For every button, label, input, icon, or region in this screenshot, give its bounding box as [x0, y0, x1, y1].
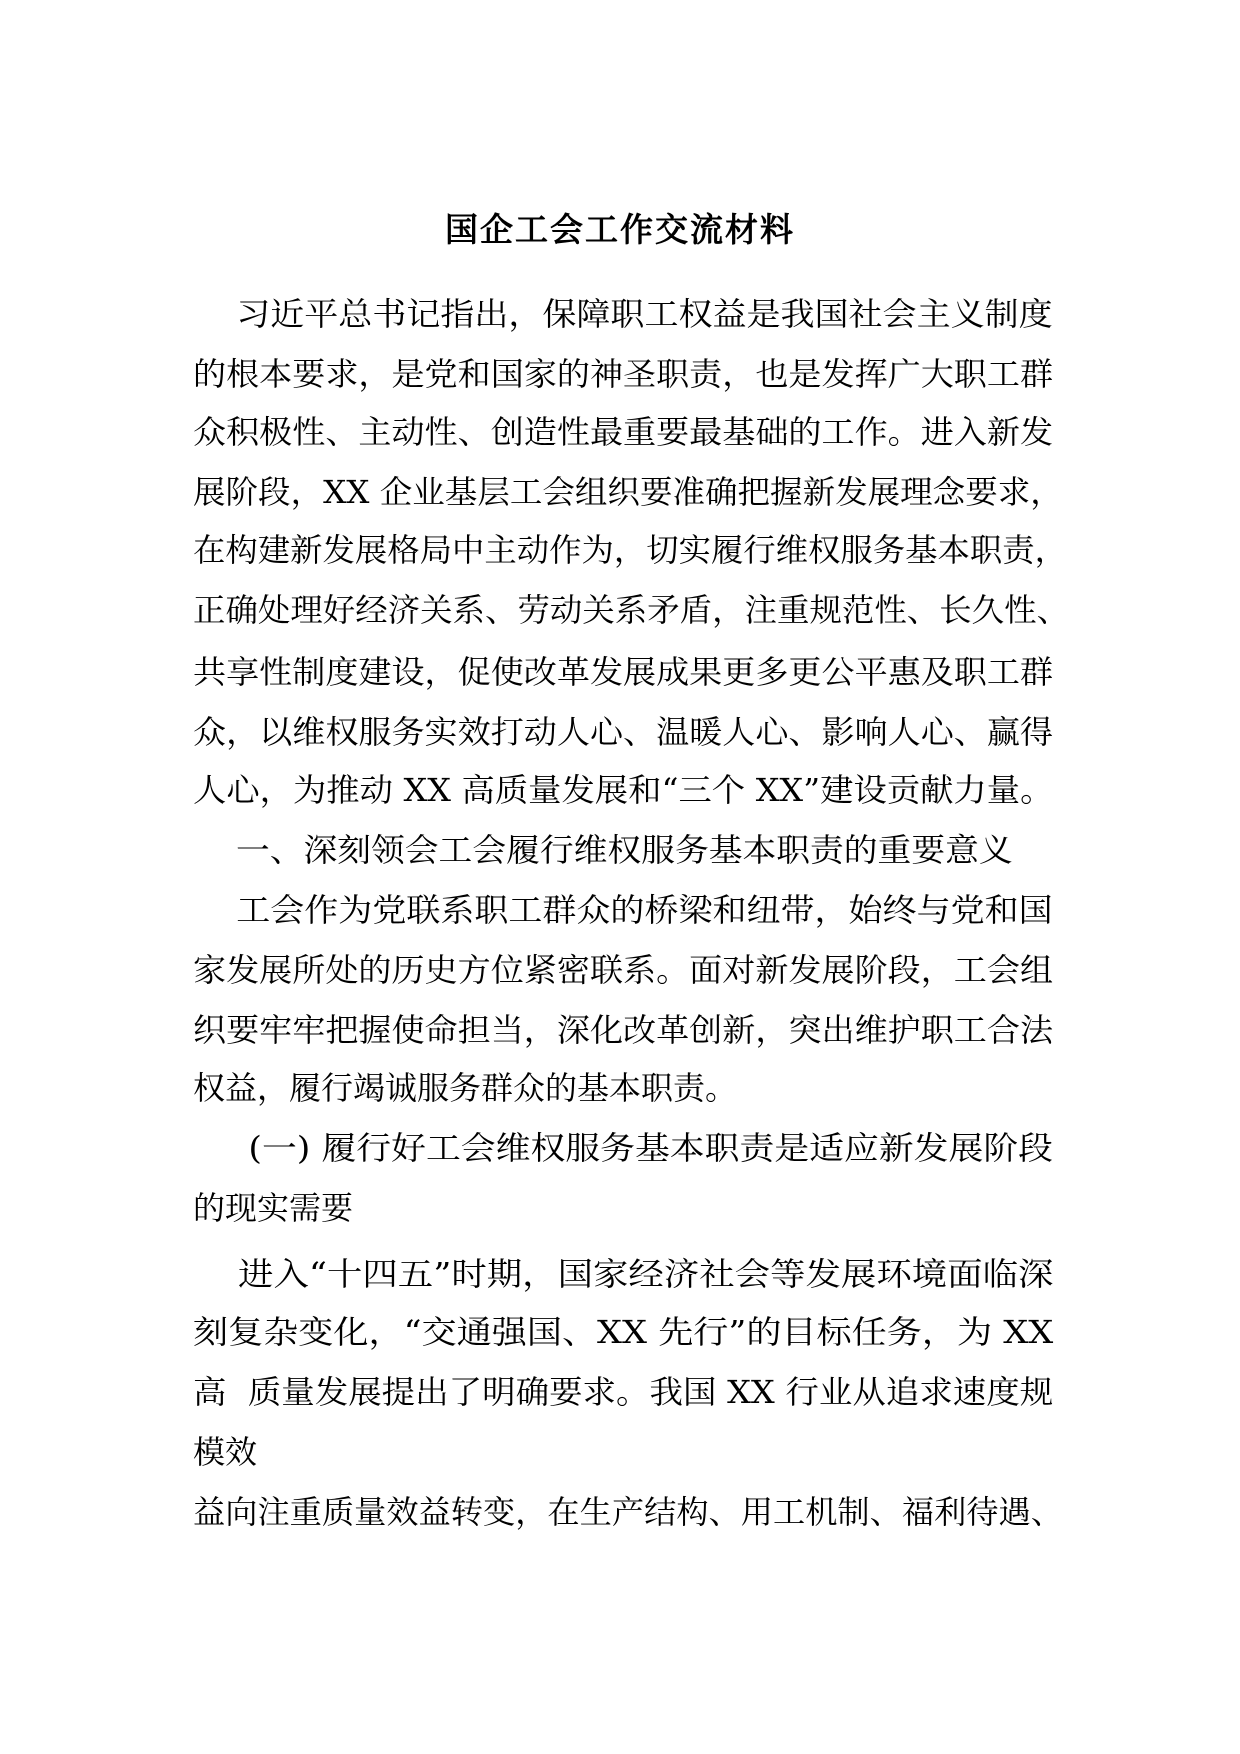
document-line: 在构建新发展格局中主动作为，切实履行维权服务基本职责，: [193, 531, 1068, 569]
document-line: 习近平总书记指出，保障职工权益是我国社会主义制度: [193, 295, 1053, 333]
document-line: 织要牢牢把握使命担当，深化改革创新，突出维护职工合法: [193, 1011, 1054, 1049]
document-line: 工会作为党联系职工群众的桥梁和纽带，始终与党和国: [193, 891, 1053, 929]
document-line: 刻复杂变化，“交通强国、XX 先行”的目标任务，为 XX: [193, 1313, 1054, 1351]
document-line: 的根本要求，是党和国家的神圣职责，也是发挥广大职工群: [193, 355, 1054, 393]
document-line: 高 质量发展提出了明确要求。我国 XX 行业从追求速度规: [193, 1373, 1054, 1411]
document-line: (一) 履行好工会维权服务基本职责是适应新发展阶段: [193, 1129, 1054, 1167]
document-line: 共享性制度建设，促使改革发展成果更多更公平惠及职工群: [193, 653, 1054, 691]
document-line: 众积极性、主动性、创造性最重要最基础的工作。进入新发: [193, 413, 1054, 451]
document-title: 国企工会工作交流材料: [445, 210, 795, 249]
document-line: 正确处理好经济关系、劳动关系矛盾，注重规范性、长久性、: [193, 591, 1070, 629]
document-line: 的现实需要: [193, 1189, 354, 1227]
document-line: 人心，为推动 XX 高质量发展和“三个 XX”建设贡献力量。: [193, 771, 1054, 809]
document-line: 一、深刻领会工会履行维权服务基本职责的重要意义: [193, 831, 1013, 869]
document-line: 权益，履行竭诚服务群众的基本职责。: [193, 1069, 738, 1107]
document-line: 众，以维权服务实效打动人心、温暖人心、影响人心、赢得: [193, 713, 1054, 751]
document-line: 模效: [193, 1433, 258, 1471]
document-line: 进入“十四五”时期，国家经济社会等发展环境面临深: [193, 1255, 1054, 1293]
document-line: 益向注重质量效益转变，在生产结构、用工机制、福利待遇、: [193, 1493, 1063, 1531]
document-line: 展阶段，XX 企业基层工会组织要准确把握新发展理念要求，: [193, 473, 1063, 511]
document-line: 家发展所处的历史方位紧密联系。面对新发展阶段，工会组: [193, 951, 1054, 989]
